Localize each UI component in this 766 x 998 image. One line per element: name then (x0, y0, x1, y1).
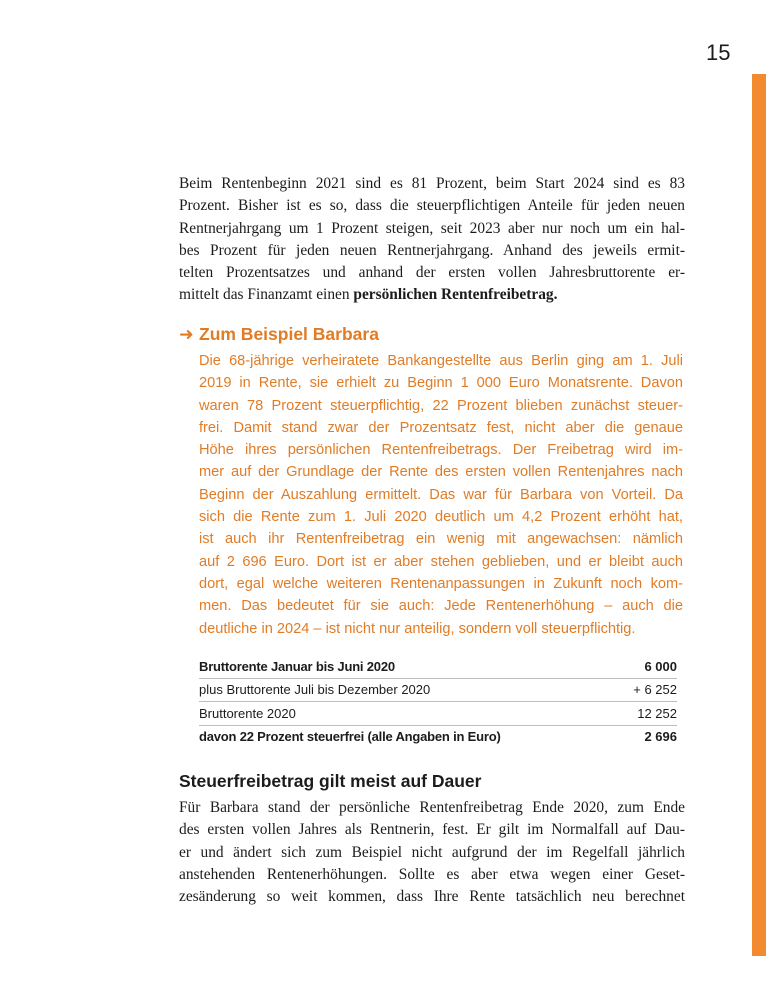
text-line: anstehenden Rentenerhöhungen. Sollte es aber etwa wegen einer Geset- (179, 865, 685, 883)
text-line: Für Barbara stand der persönliche Rentenfreibetrag Ende 2020, zum Ende (179, 799, 685, 816)
table-row (199, 678, 677, 702)
row-value: + 6 252 (633, 682, 677, 698)
table-row (199, 701, 677, 725)
example-heading-text: Zum Beispiel Barbara (199, 324, 379, 344)
row-label: Bruttorente 2020 (199, 705, 296, 721)
example-line: waren 78 Prozent steuerpflichtig, 22 Prozent blieben zunächst steuer- (199, 397, 683, 414)
calculation-table (199, 655, 677, 748)
section-paragraph (179, 797, 685, 908)
example-line: men. Das bedeutet für sie auch: Jede Rentenerhöhung – auch die (199, 598, 683, 615)
intro-paragraph (179, 173, 685, 307)
example-line: auf 2 696 Euro. Dort ist er aber stehen geblieben, und er bleibt auch (199, 553, 683, 570)
example-line: dort, egal welche weiteren Rentenanpassungen in Zukunft noch kom- (199, 575, 683, 592)
example-line: deutliche in 2024 – ist nicht nur anteilig, sondern voll steuerpflichtig. (199, 620, 636, 637)
table-row (199, 725, 677, 749)
example-line: ist auch ihr Rentenfreibetrag ein wenig mit angewachsen: nämlich (199, 531, 683, 548)
table-row (199, 655, 677, 678)
example-line: mer auf der Grundlage der Rente des ersten vollen Rentenjahres nach (199, 464, 683, 481)
text-line: des ersten vollen Jahres als Rentnerin, fest. Er gilt im Normalfall auf Dau- (179, 821, 685, 839)
text-line: Prozent. Bisher ist es so, dass die steuerpflichtigen Anteile für jeden neuen (179, 197, 685, 215)
row-label: plus Bruttorente Juli bis Dezember 2020 (199, 682, 431, 698)
example-line: sich die Rente zum 1. Juli 2020 deutlich um 4,2 Prozent erhöht hat, (199, 509, 683, 526)
row-label: Bruttorente Januar bis Juni 2020 (199, 658, 395, 674)
example-heading (179, 324, 685, 345)
text-line: telten Prozentsatzes und anhand der ersten vollen Jahresbruttorente er- (179, 264, 685, 282)
example-line: Höhe ihres persönlichen Rentenfreibetrags. Der Freibetrag wird im- (199, 442, 683, 459)
text-run: mittelt das Finanzamt einen (179, 286, 354, 304)
row-label: davon 22 Prozent steuerfrei (alle Angaben in Euro) (199, 729, 501, 745)
example-body (199, 350, 683, 640)
text-line: er und ändert sich zum Beispiel nicht aufgrund der im Regelfall jährlich (179, 843, 685, 861)
example-line: frei. Damit stand zwar der Prozentsatz fest, nicht aber die genaue (199, 419, 683, 436)
example-line: 2019 in Rente, sie erhielt zu Beginn 1 000 Euro Monatsrente. Davon (199, 375, 683, 392)
example-line: Beginn der Auszahlung ermittelt. Das war für Barbara von Vorteil. Da (199, 486, 683, 503)
bold-term: persönlichen Rentenfreibetrag. (353, 286, 558, 304)
page-number: 15 (706, 40, 731, 65)
arrow-right-icon: ➜ (179, 324, 194, 344)
text-line-last (179, 284, 685, 306)
text-line: Rentnerjahrgang um 1 Prozent steigen, seit 2023 aber nur noch um ein hal- (179, 219, 685, 237)
section-heading: Steuerfreibetrag gilt meist auf Dauer (179, 771, 482, 791)
text-line: zesänderung so weit kommen, dass Ihre Rente tatsächlich neu berechnet (179, 888, 685, 906)
row-value: 6 000 (644, 658, 677, 674)
text-line: Beim Rentenbeginn 2021 sind es 81 Prozent, beim Start 2024 sind es 83 (179, 175, 685, 192)
row-value: 2 696 (644, 729, 677, 745)
example-line: Die 68-jährige verheiratete Bankangestellte aus Berlin ging am 1. Juli (199, 353, 683, 369)
orange-side-bar (752, 74, 766, 956)
text-line: bes Prozent für jeden neuen Rentnerjahrgang. Anhand des jeweils ermit- (179, 241, 685, 259)
row-value: 12 252 (637, 705, 677, 721)
